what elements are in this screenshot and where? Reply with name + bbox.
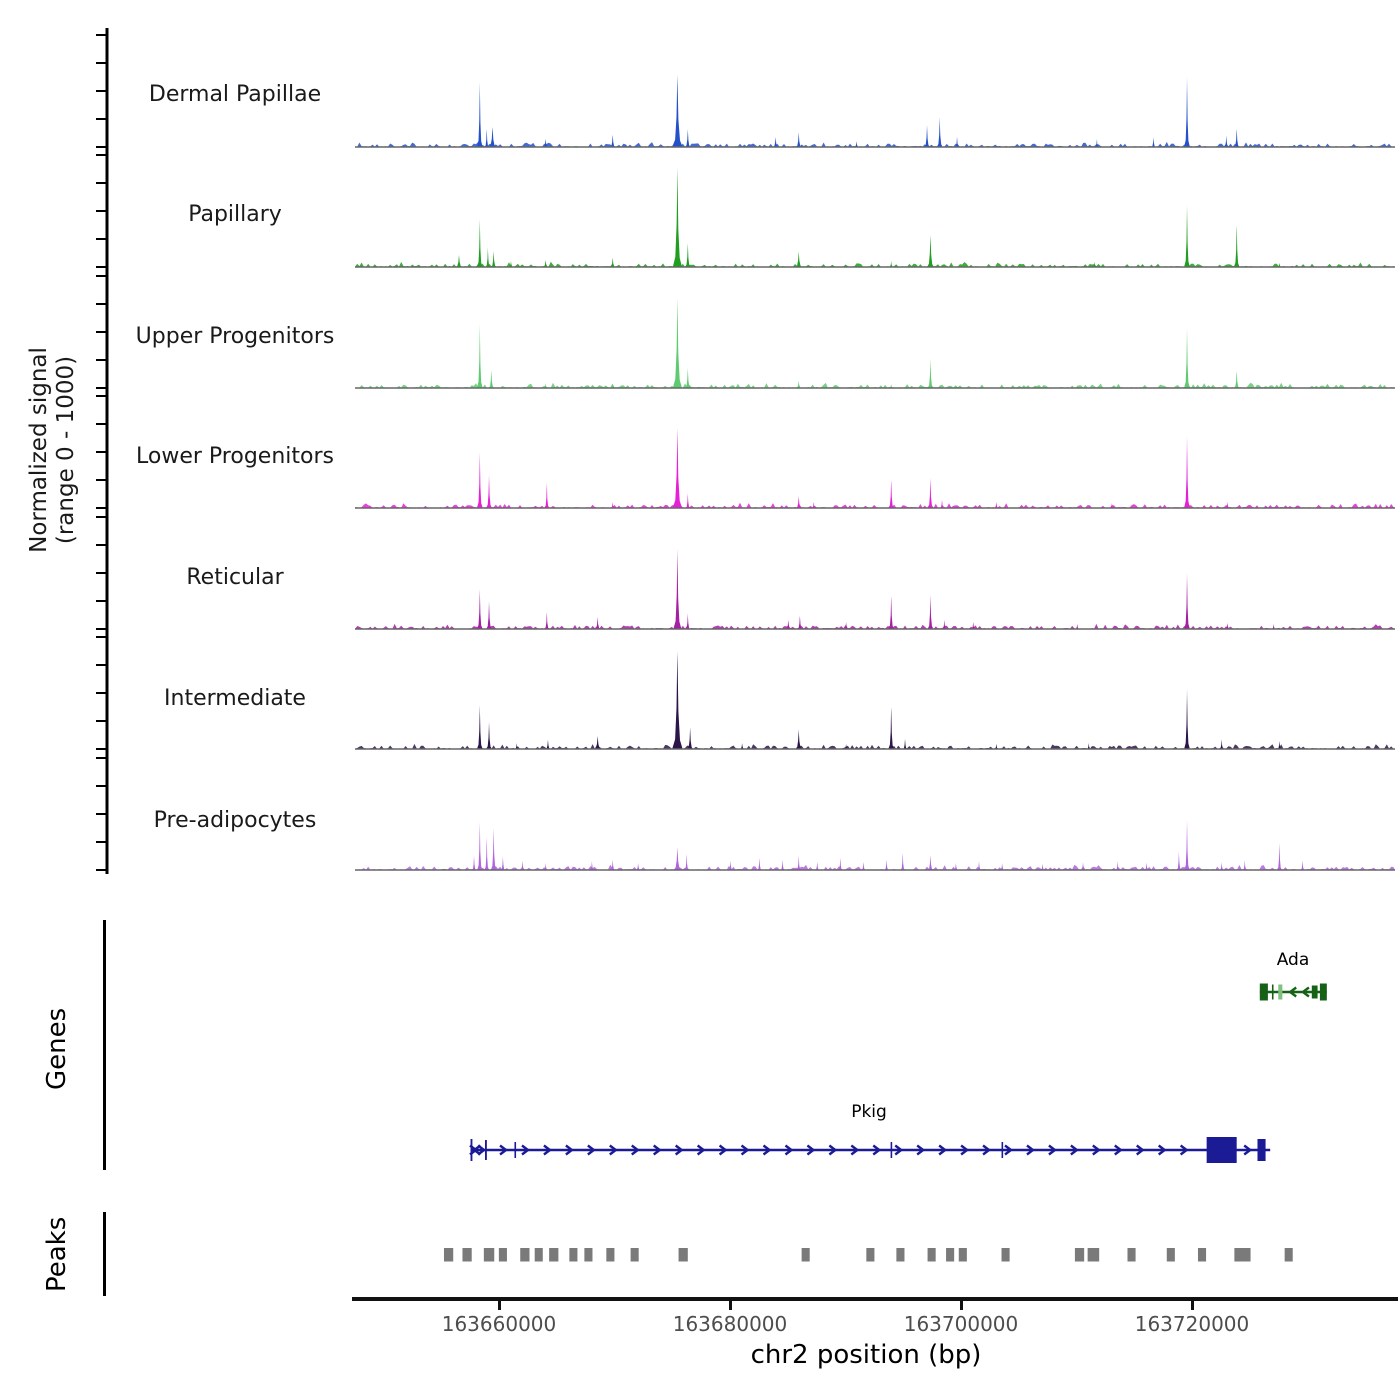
- x-axis-tick-label-1: 163660000: [441, 1312, 557, 1336]
- track-label-papillary: Papillary: [188, 202, 282, 227]
- x-axis-title: chr2 position (bp): [750, 1340, 982, 1370]
- track-label-lower-progenitors: Lower Progenitors: [136, 444, 334, 469]
- peaks-section-label: Peaks: [42, 1216, 72, 1292]
- x-axis-tick-3: [960, 1301, 963, 1310]
- track-label-reticular: Reticular: [186, 565, 284, 590]
- peaks-axis-bracket: [103, 1212, 106, 1296]
- signal-track-papillary: [355, 150, 1395, 270]
- y-axis-label-line1: Normalized signal: [26, 347, 52, 553]
- x-axis-tick-label-2: 163680000: [672, 1312, 788, 1336]
- genes-axis-bracket: [103, 920, 106, 1170]
- track-label-pre-adipocytes: Pre-adipocytes: [153, 808, 317, 833]
- gene-label-ada: Ada: [1276, 950, 1310, 970]
- y-axis-spine: [86, 24, 110, 880]
- signal-track-dermal-papillae: [355, 30, 1395, 150]
- signal-track-lower-progenitors: [355, 391, 1395, 511]
- track-label-upper-progenitors: Upper Progenitors: [135, 324, 335, 349]
- x-axis-tick-4: [1191, 1301, 1194, 1310]
- signal-track-upper-progenitors: [355, 271, 1395, 391]
- x-axis-line: [352, 1297, 1398, 1301]
- x-axis-tick-2: [729, 1301, 732, 1310]
- y-axis-label: [26, 300, 80, 600]
- x-axis-tick-label-4: 163720000: [1134, 1312, 1250, 1336]
- gene-label-pkig: Pkig: [851, 1102, 887, 1122]
- track-label-intermediate: Intermediate: [164, 686, 306, 711]
- x-axis-tick-label-3: 163700000: [903, 1312, 1019, 1336]
- signal-track-reticular: [355, 512, 1395, 632]
- y-axis-label-line2: (range 0 - 1000): [53, 355, 79, 545]
- track-label-dermal-papillae: Dermal Papillae: [148, 82, 322, 107]
- genes-section-label: Genes: [42, 1007, 72, 1090]
- peak-calls-track: [355, 1240, 1395, 1270]
- signal-track-pre-adipocytes: [355, 753, 1395, 873]
- x-axis-tick-1: [498, 1301, 501, 1310]
- gene-models: [355, 920, 1395, 1180]
- signal-track-intermediate: [355, 632, 1395, 752]
